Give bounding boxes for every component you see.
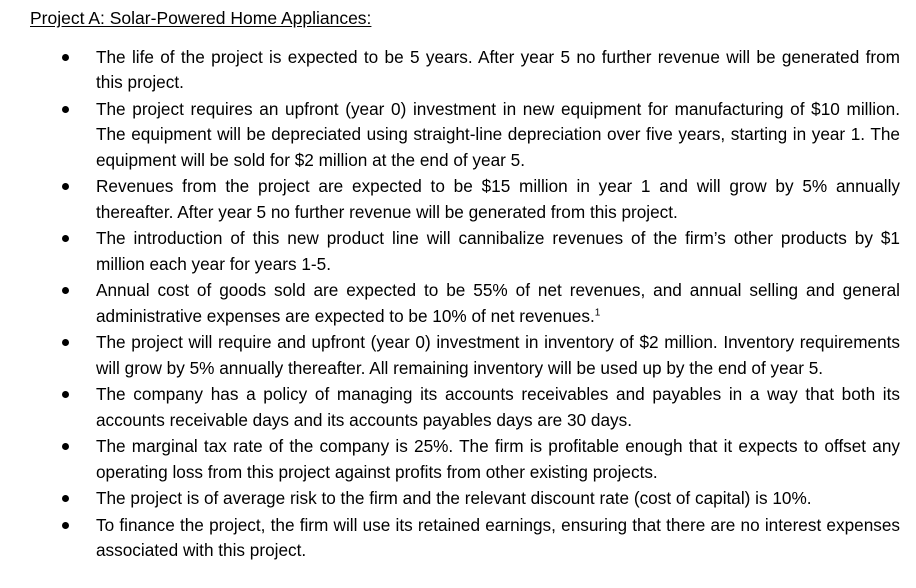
bullet-icon xyxy=(62,183,69,190)
bullet-icon xyxy=(62,391,69,398)
list-item-text: Revenues from the project are expected to be $15 million in year 1 and will grow by 5% annually thereafter. After year 5 no further revenue will be generated from this project. xyxy=(96,176,900,222)
list-item xyxy=(0,45,916,96)
bullet-icon xyxy=(62,106,69,113)
list-item-text: The company has a policy of managing its accounts receivables and payables in a way that both its accounts receivable days and its accounts payables days are 30 days. xyxy=(96,384,900,430)
list-item-text: To finance the project, the firm will use its retained earnings, ensuring that there are no interest expenses associated with this project. xyxy=(96,515,900,561)
list-item xyxy=(0,174,916,225)
bullet-icon xyxy=(62,522,69,529)
list-item-text: The project is of average risk to the firm and the relevant discount rate (cost of capital) is 10%. xyxy=(96,488,812,509)
list-item-text: The life of the project is expected to be 5 years. After year 5 no further revenue will be generated from this project. xyxy=(96,47,900,93)
bullet-icon xyxy=(62,235,69,242)
bullet-icon xyxy=(62,287,69,294)
bullet-icon xyxy=(62,339,69,346)
list-item-text: The introduction of this new product line will cannibalize revenues of the firm’s other products by $1 million each year for years 1-5. xyxy=(96,228,900,274)
list-item xyxy=(0,330,916,381)
list-item xyxy=(0,486,916,511)
list-item-text: The project will require and upfront (year 0) investment in inventory of $2 million. Inventory requirements will grow by 5% annually thereafter. All remaining inventory will be used up by the end of year 5. xyxy=(96,332,900,378)
list-item xyxy=(0,434,916,485)
list-item xyxy=(0,278,916,329)
page-title: Project A: Solar-Powered Home Appliances: xyxy=(30,8,372,28)
footnote-marker: 1 xyxy=(594,307,601,319)
list-item xyxy=(0,226,916,277)
bullet-icon xyxy=(62,495,69,502)
list-item xyxy=(0,97,916,173)
bullet-icon xyxy=(62,443,69,450)
list-item-text: The marginal tax rate of the company is 25%. The firm is profitable enough that it expects to offset any operating loss from this project against profits from other existing projects. xyxy=(96,436,900,482)
list-item xyxy=(0,513,916,564)
list-item xyxy=(0,382,916,433)
bullet-list xyxy=(0,45,916,565)
list-item-text: The project requires an upfront (year 0) investment in new equipment for manufacturing of $10 million. The equipment will be depreciated using straight-line depreciation over five years, starting in year 1. The equipment will be sold for $2 million at the end of year 5. xyxy=(96,99,900,170)
bullet-icon xyxy=(62,54,69,61)
list-item-text: Annual cost of goods sold are expected to be 55% of net revenues, and annual selling and general administrative expenses are expected to be 10% of net revenues. xyxy=(96,280,900,326)
